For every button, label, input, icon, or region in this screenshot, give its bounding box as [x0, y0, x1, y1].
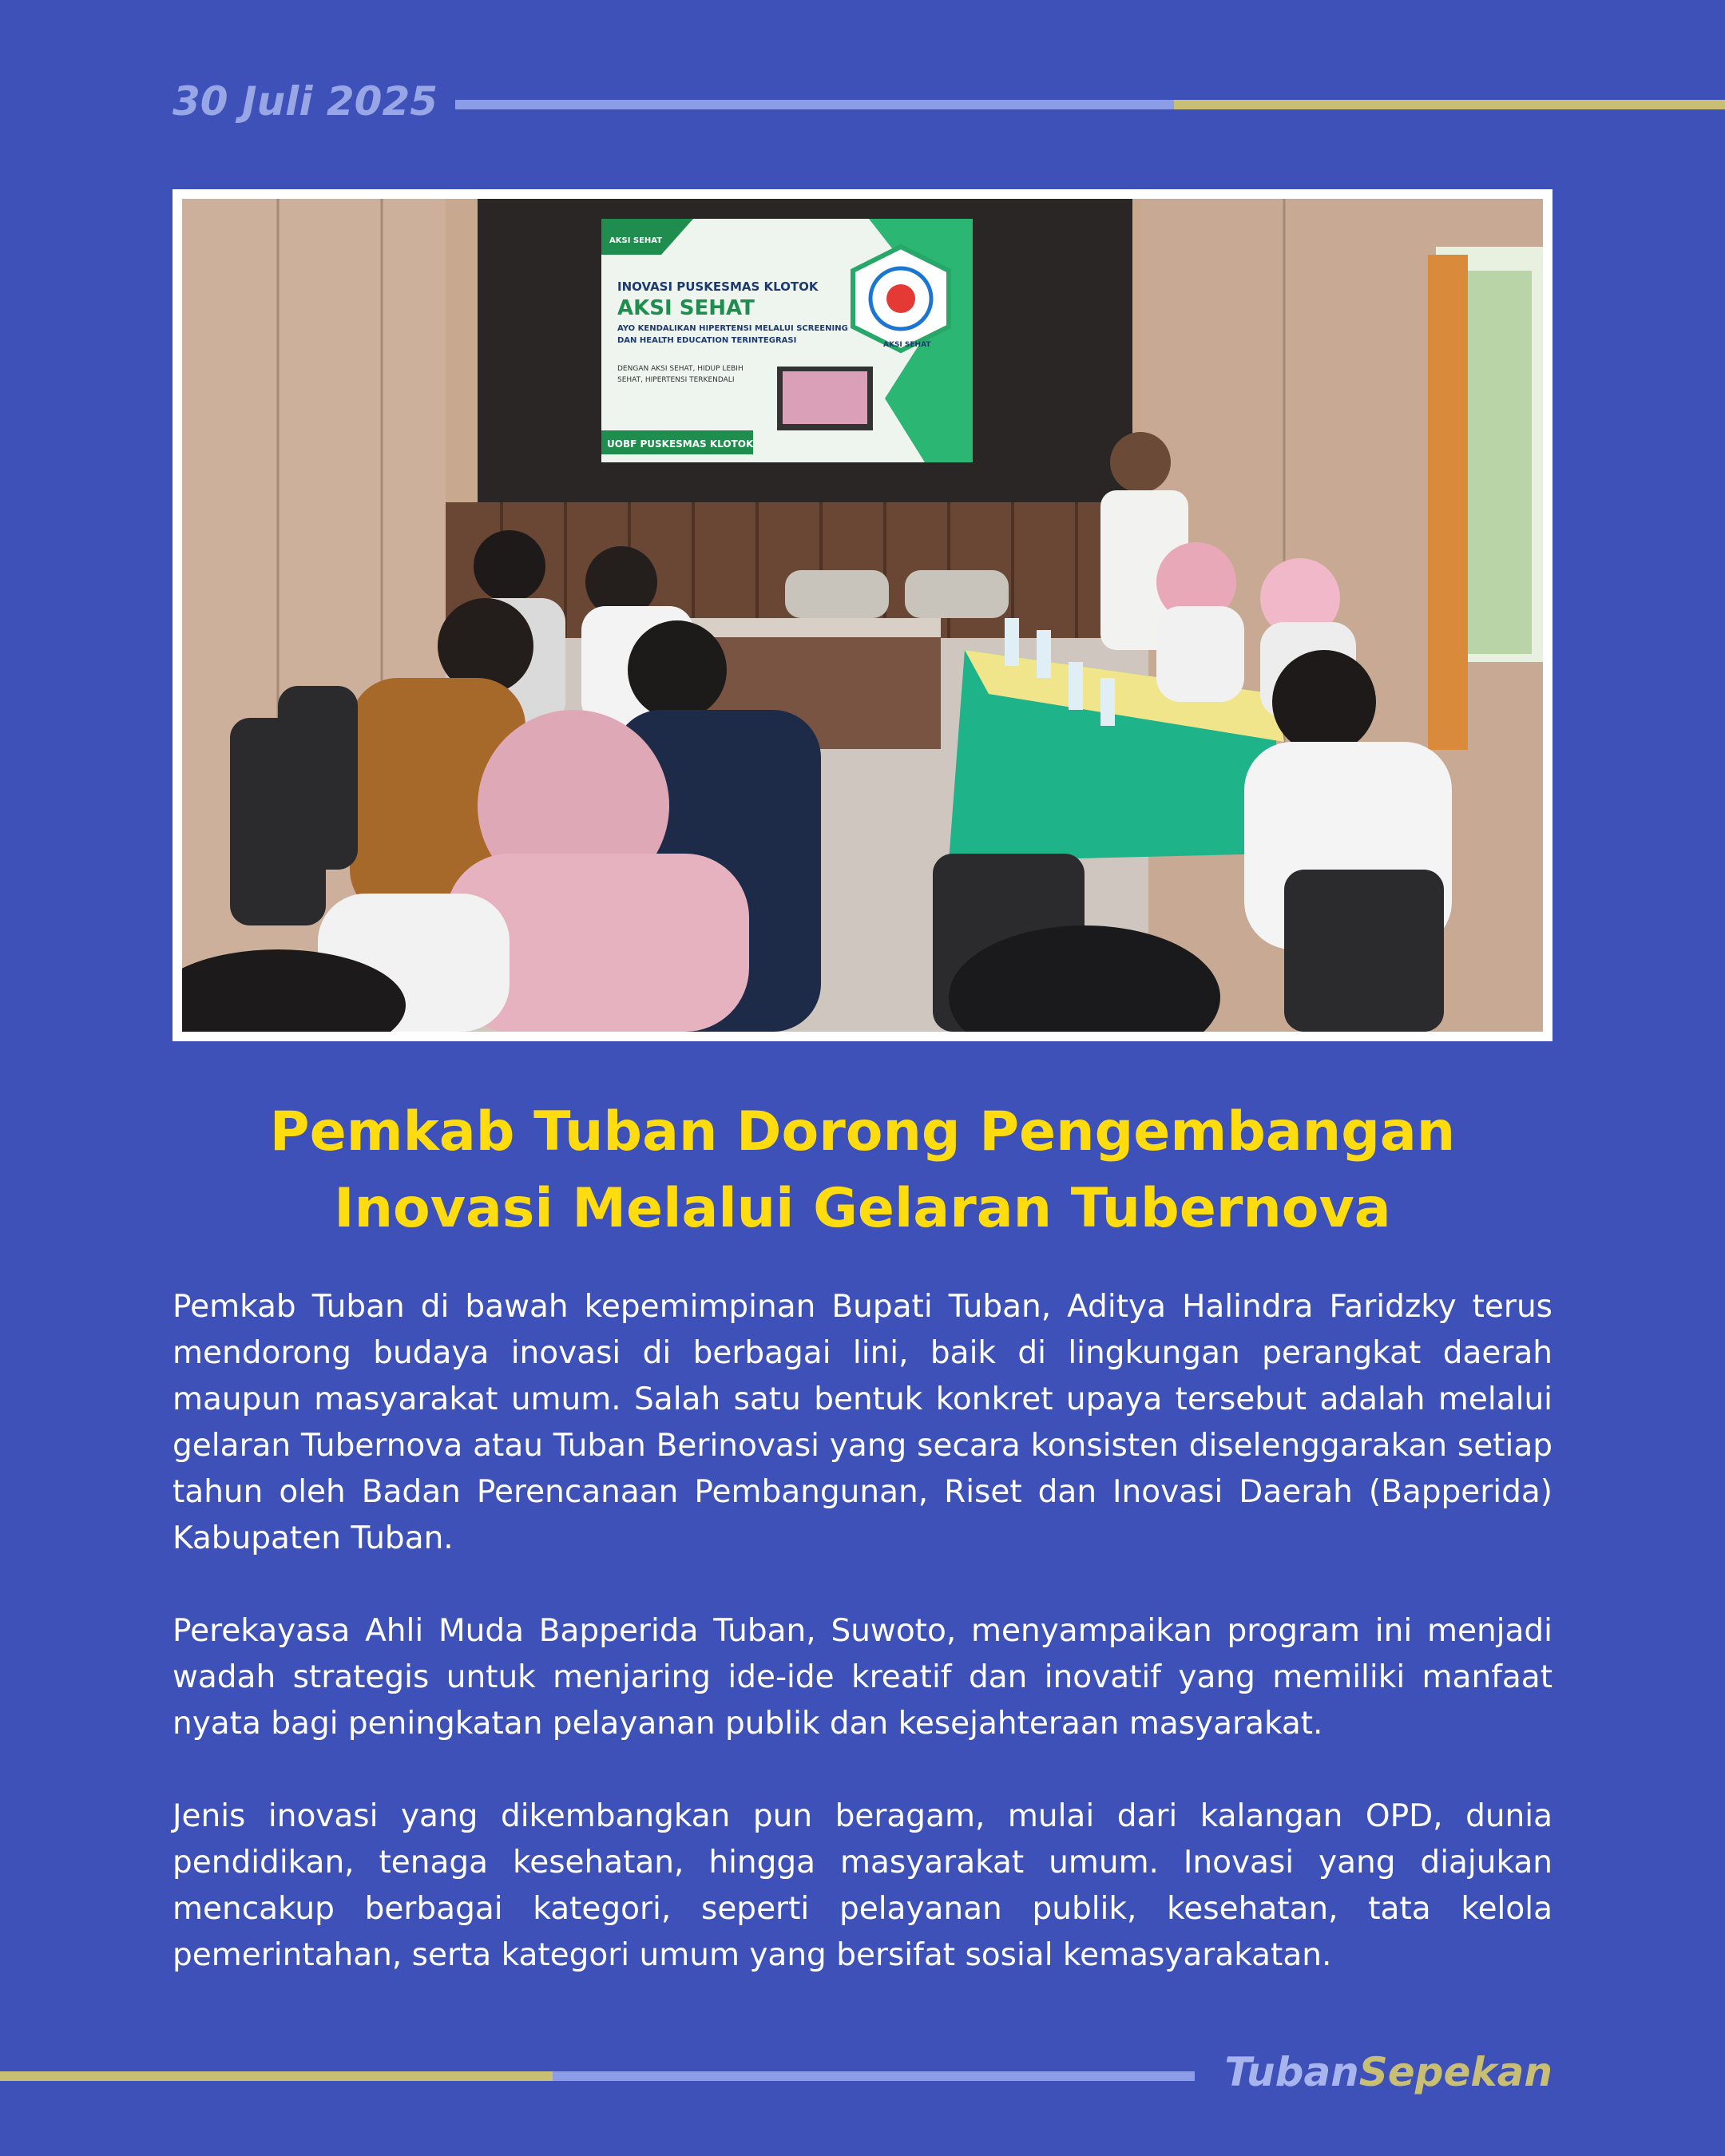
article-photo-frame: [172, 189, 1552, 1041]
article-paragraph: Pemkab Tuban di bawah kepemimpinan Bupati Tuban, Aditya Halindra Faridzky terus mendorong budaya inovasi di berbagai lini, baik di lingkungan perangkat daerah maupun masyarakat umum. Salah satu bentuk konkret upaya tersebut adalah melalui gelaran Tubernova atau Tuban Berinovasi yang secara konsisten diselenggarakan setiap tahun oleh Badan Perencanaan Pembangunan, Riset dan Inovasi Daerah (Bapperida) Kabupaten Tuban.: [172, 1289, 1552, 1556]
slide-logo-label: AKSI SEHAT: [883, 341, 931, 349]
slide-line3: DAN HEALTH EDUCATION TERINTEGRASI: [617, 336, 797, 345]
footer-divider-gold: [0, 2071, 553, 2081]
slide-title: AKSI SEHAT: [617, 296, 755, 320]
slide-line4: DENGAN AKSI SEHAT, HIDUP LEBIH: [617, 365, 744, 373]
headline-line1: Pemkab Tuban Dorong Pengembangan: [269, 1100, 1456, 1163]
brand-part2: Sepekan: [1358, 2049, 1552, 2095]
article-headline: [172, 1094, 1552, 1247]
publish-date: 30 Juli 2025: [172, 78, 438, 125]
footer-divider-blue: [553, 2071, 1195, 2081]
article-paragraph: Jenis inovasi yang dikembangkan pun beragam, mulai dari kalangan OPD, dunia pendidikan, tenaga kesehatan, hingga masyarakat umum. Inovasi yang diajukan mencakup berbagai kategori, seperti pelayanan publik, kesehatan, tata kelola pemerintahan, serta kategori umum yang bersifat sosial kemasyarakatan.: [172, 1798, 1552, 1973]
presentation-slide: [601, 219, 973, 462]
article-photo: [182, 199, 1543, 1032]
brand-part1: Tuban: [1224, 2049, 1359, 2095]
header-divider-gold: [1174, 100, 1725, 109]
slide-line2: AYO KENDALIKAN HIPERTENSI MELALUI SCREENING: [617, 324, 848, 333]
article-paragraph: Perekayasa Ahli Muda Bapperida Tuban, Suwoto, menyampaikan program ini menjadi wadah strategis untuk menjaring ide-ide kreatif dan inovatif yang memiliki manfaat nyata bagi peningkatan pelayanan publik dan kesejahteraan masyarakat.: [172, 1613, 1552, 1742]
slide-tag: AKSI SEHAT: [609, 236, 663, 245]
headline-line2: Inovasi Melalui Gelaran Tubernova: [334, 1177, 1391, 1240]
slide-footer: UOBF PUSKESMAS KLOTOK: [607, 438, 754, 450]
slide-line5: SEHAT, HIPERTENSI TERKENDALI: [617, 376, 735, 384]
brand-logo: [1224, 2044, 1552, 2100]
article-body: [172, 1284, 1552, 1979]
slide-line1: INOVASI PUSKESMAS KLOTOK: [617, 279, 819, 294]
header-divider-blue: [455, 100, 1174, 109]
